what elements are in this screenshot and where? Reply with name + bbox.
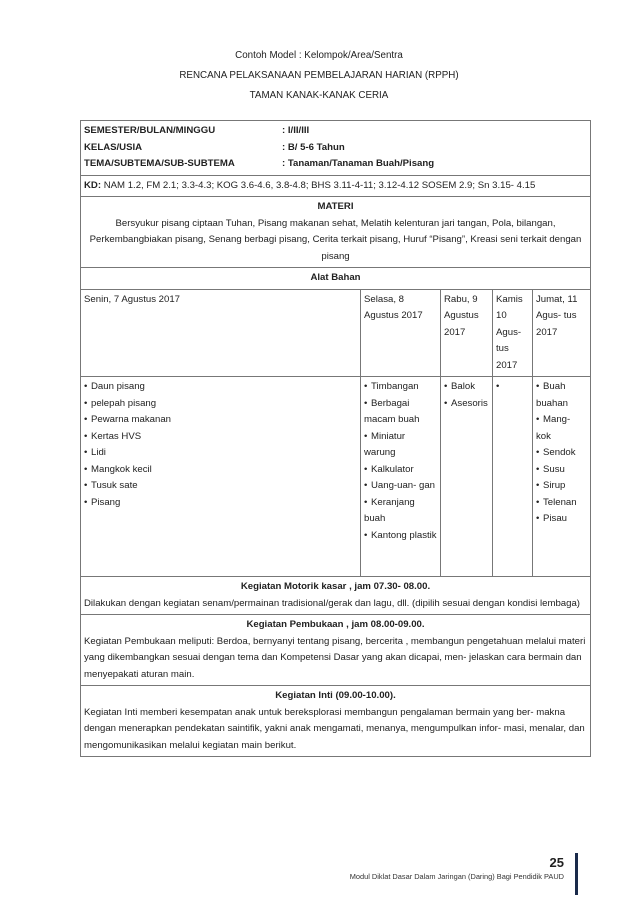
bullet-icon: • xyxy=(536,447,540,458)
bullet-icon: • xyxy=(364,381,368,392)
list-item xyxy=(364,429,437,462)
list-item-text: Tusuk sate xyxy=(91,480,138,491)
list-item-text: Mang- kok xyxy=(536,414,571,442)
bullet-icon: • xyxy=(364,397,368,409)
list-item-text: Pisau xyxy=(543,513,567,524)
day-selasa: Selasa, 8 Agustus 2017 xyxy=(361,289,441,377)
pembukaan-cell xyxy=(81,615,591,686)
day-jumat: Jumat, 11 Agus- tus 2017 xyxy=(533,289,591,377)
list-item-text: Kertas HVS xyxy=(91,430,142,442)
list-item-text: Susu xyxy=(543,463,565,475)
bullet-icon: • xyxy=(84,381,88,392)
header-line-1: Contoh Model : Kelompok/Area/Sentra xyxy=(235,50,403,61)
list-kamis xyxy=(496,379,529,396)
list-item xyxy=(84,478,357,495)
identity-semester xyxy=(84,123,587,140)
list-item-text: Kalkulator xyxy=(371,463,414,475)
kd-row xyxy=(81,175,591,197)
bullet-icon: • xyxy=(84,463,88,475)
list-item xyxy=(536,379,587,412)
bullet-icon: • xyxy=(496,381,500,392)
list-item xyxy=(536,445,587,462)
bullet-icon: • xyxy=(84,447,88,458)
list-item-text: Telenan xyxy=(543,496,577,508)
list-item xyxy=(364,379,437,396)
alat-bahan-title-row xyxy=(81,268,591,290)
list-item-text: Kantong plastik xyxy=(371,529,437,541)
list-jumat xyxy=(536,379,587,528)
kd-cell xyxy=(81,175,591,197)
list-item xyxy=(536,478,587,495)
bullet-icon: • xyxy=(364,529,368,541)
list-item xyxy=(84,396,357,413)
items-jumat xyxy=(533,377,591,577)
footer-bar xyxy=(575,853,578,895)
bullet-icon: • xyxy=(536,496,540,508)
list-rabu xyxy=(444,379,489,412)
items-kamis xyxy=(493,377,533,577)
day-kamis: Kamis 10 Agus- tus 2017 xyxy=(493,289,533,377)
list-item-text: Buah buahan xyxy=(536,381,569,409)
list-item xyxy=(364,528,437,545)
list-selasa xyxy=(364,379,437,544)
list-item-text: Lidi xyxy=(91,447,106,458)
list-item xyxy=(84,445,357,462)
list-item-text: Timbangan xyxy=(371,381,419,392)
materi-text: Bersyukur pisang ciptaan Tuhan, Pisang makanan sehat, Melatih kelenturan jari tangan, Pola, bilangan, Perkembangbiakan pisang, Senang berbagi pisang, Cerita terkait pisang, Huruf “Pisang”, Kreasi seni terkait dengan pisang xyxy=(89,217,582,262)
pembukaan-title: Kegiatan Pembukaan , jam 08.00-09.00. xyxy=(246,619,425,630)
list-item xyxy=(84,379,357,396)
identity-cell xyxy=(81,121,591,176)
list-item xyxy=(536,511,587,528)
alat-bahan-title: Alat Bahan xyxy=(81,268,591,290)
list-item xyxy=(84,495,357,512)
list-item-text: Keranjang buah xyxy=(364,496,415,524)
list-item-text: Mangkok kecil xyxy=(91,463,152,475)
rpph-table xyxy=(80,120,591,757)
bullet-icon: • xyxy=(364,430,368,442)
items-senin xyxy=(81,377,361,577)
identity-value: : I/II/III xyxy=(282,125,310,136)
motorik-title: Kegiatan Motorik kasar , jam 07.30- 08.00. xyxy=(240,581,431,592)
list-item-text: Miniatur warung xyxy=(364,430,406,458)
list-item xyxy=(364,462,437,479)
bullet-icon: • xyxy=(536,414,540,425)
list-item-text: Berbagai macam buah xyxy=(364,397,420,425)
list-item xyxy=(84,429,357,446)
list-item-text: Sendok xyxy=(543,447,576,458)
bullet-icon: • xyxy=(84,414,88,425)
list-item xyxy=(496,379,529,396)
pembukaan-text: Kegiatan Pembukaan meliputi: Berdoa, bernyanyi tentang pisang, bercerita , membangun pengetahuan melalui materi yang dikembangkan sesuai dengan tema dan Kompetensi Dasar yang akan dicapai, men- jelaskan cara bermain dan menyepakati aturan main. xyxy=(84,635,586,680)
list-item-text: Sirup xyxy=(543,480,566,491)
pembukaan-row xyxy=(81,615,591,686)
inti-text: Kegiatan Inti memberi kesempatan anak untuk bereksplorasi membangun pengalaman bermain yang ber- makna dengan menerapkan pendekatan saintifik, yakni anak mengamati, menanya, mengumpulkan infor- masi, menalar, dan mengomunikasikan melalui kegiatan main berikut. xyxy=(84,706,585,751)
identity-kelas xyxy=(84,140,587,157)
day-senin: Senin, 7 Agustus 2017 xyxy=(81,289,361,377)
header-line-2: RENCANA PELAKSANAAN PEMBELAJARAN HARIAN (RPPH) xyxy=(179,70,459,81)
day-rabu: Rabu, 9 Agustus 2017 xyxy=(441,289,493,377)
identity-value: : Tanaman/Tanaman Buah/Pisang xyxy=(282,158,435,169)
kd-text: NAM 1.2, FM 2.1; 3.3-4.3; KOG 3.6-4.6, 3.8-4.8; BHS 3.11-4-11; 3.12-4.12 SOSEM 2.9; Sn 3.15- 4.15 xyxy=(103,179,536,191)
list-item-text: Balok xyxy=(451,381,475,392)
bullet-icon: • xyxy=(536,463,540,475)
identity-row xyxy=(81,121,591,176)
bullet-icon: • xyxy=(536,513,540,524)
inti-title: Kegiatan Inti (09.00-10.00). xyxy=(275,690,396,701)
days-row xyxy=(81,289,591,377)
identity-value: : B/ 5-6 Tahun xyxy=(282,141,345,153)
bullet-icon: • xyxy=(364,463,368,475)
identity-label: TEMA/SUBTEMA/SUB-SUBTEMA xyxy=(84,158,235,169)
bullet-icon: • xyxy=(84,430,88,442)
bullet-icon: • xyxy=(364,480,368,491)
list-item-text: pelepah pisang xyxy=(91,397,157,409)
materi-row xyxy=(81,197,591,268)
inti-row xyxy=(81,686,591,757)
kd-label: KD: xyxy=(84,179,102,191)
list-item xyxy=(84,462,357,479)
bullet-icon: • xyxy=(84,397,88,409)
bullet-icon: • xyxy=(444,397,448,409)
bullet-icon: • xyxy=(536,480,540,491)
motorik-cell xyxy=(81,577,591,615)
list-item xyxy=(364,396,437,429)
identity-label: KELAS/USIA xyxy=(84,141,143,153)
footer-text: Modul Diklat Dasar Dalam Jaringan (Daring) Bagi Pendidik PAUD xyxy=(349,872,564,881)
list-item xyxy=(444,379,489,396)
bullet-icon: • xyxy=(536,381,540,392)
list-item xyxy=(536,495,587,512)
list-item xyxy=(444,396,489,413)
bullet-icon: • xyxy=(364,496,368,508)
inti-cell xyxy=(81,686,591,757)
materi-title: MATERI xyxy=(317,201,354,212)
identity-tema xyxy=(84,156,587,173)
identity-label: SEMESTER/BULAN/MINGGU xyxy=(84,125,216,136)
list-item-text: Daun pisang xyxy=(91,381,145,392)
list-senin xyxy=(84,379,357,511)
bullet-icon: • xyxy=(84,480,88,491)
list-item xyxy=(536,462,587,479)
header-line-3: TAMAN KANAK-KANAK CERIA xyxy=(249,90,389,101)
list-item-text: Pewarna makanan xyxy=(91,414,171,425)
motorik-row xyxy=(81,577,591,615)
list-item-text: Uang-uan- gan xyxy=(371,480,436,491)
motorik-text: Dilakukan dengan kegiatan senam/permainan tradisional/gerak dan lagu, dll. (dipilih sesuai dengan kondisi lembaga) xyxy=(84,597,580,609)
list-item xyxy=(84,412,357,429)
list-item-text: Asesoris xyxy=(451,397,488,409)
list-item-text: Pisang xyxy=(91,496,121,508)
bullet-icon: • xyxy=(84,496,88,508)
bullet-icon: • xyxy=(444,381,448,392)
items-selasa xyxy=(361,377,441,577)
list-item xyxy=(364,478,437,495)
materi-cell xyxy=(81,197,591,268)
list-item xyxy=(364,495,437,528)
page-number: 25 xyxy=(549,855,564,870)
items-row xyxy=(81,377,591,577)
items-rabu xyxy=(441,377,493,577)
list-item xyxy=(536,412,587,445)
